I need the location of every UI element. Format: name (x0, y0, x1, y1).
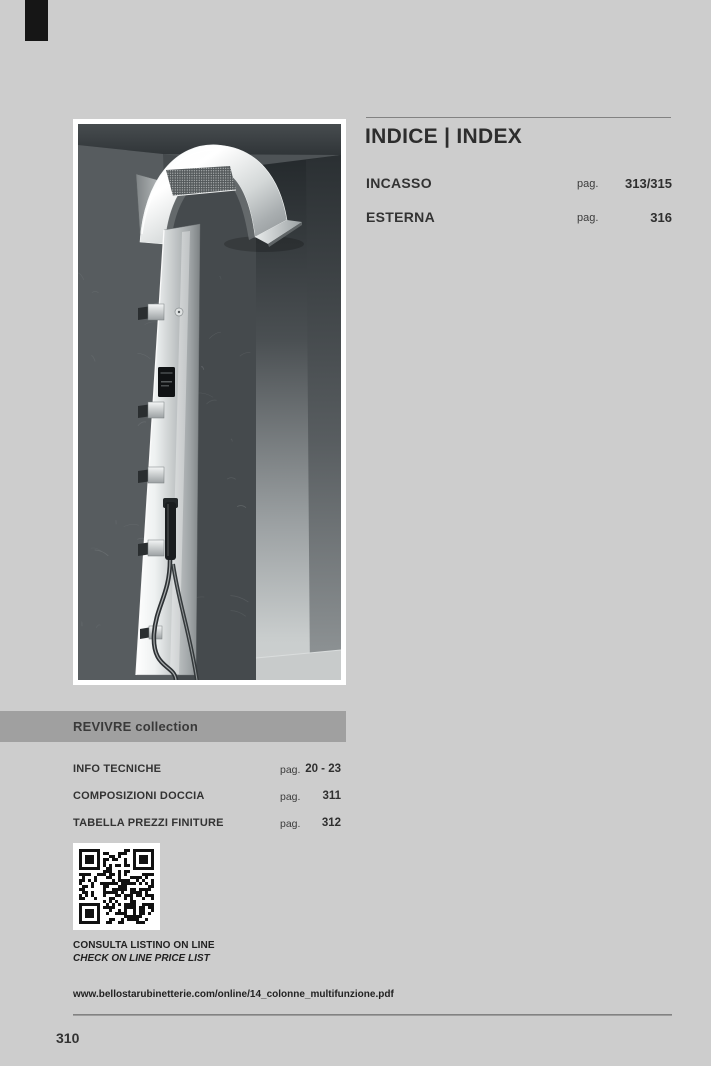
index-row-label: ESTERNA (366, 209, 435, 225)
page-reference: 312 (321, 817, 341, 829)
page-reference: 313/315 (625, 176, 672, 191)
qr-code-icon (73, 843, 160, 930)
price-list-caption-en: CHECK ON LINE PRICE LIST (73, 953, 210, 964)
index-row-esterna[interactable] (366, 209, 672, 227)
pag-label: pag. (280, 764, 301, 776)
page-reference: 20 - 23 (305, 763, 341, 775)
collection-row-info-tecniche[interactable] (73, 763, 341, 777)
page-number: 310 (56, 1030, 80, 1046)
shower-column-illustration (78, 124, 341, 680)
pag-label: pag. (577, 178, 599, 190)
collection-row-label: TABELLA PREZZI FINITURE (73, 817, 224, 829)
collection-row-label: INFO TECNICHE (73, 763, 162, 775)
collection-row-label: COMPOSIZIONI DOCCIA (73, 790, 205, 802)
right-wall (306, 155, 341, 680)
page-reference: 316 (650, 210, 672, 225)
collection-row-tabella-prezzi[interactable] (73, 817, 341, 831)
index-top-rule (366, 117, 671, 118)
pag-label: pag. (577, 212, 599, 224)
qr-code-modules (79, 849, 154, 924)
price-list-caption-it: CONSULTA LISTINO ON LINE (73, 940, 215, 951)
price-list-url-link[interactable]: www.bellostarubinetterie.com/online/14_colonne_multifunzione.pdf (73, 989, 394, 1000)
pag-label: pag. (280, 818, 301, 830)
display-panel (158, 367, 175, 397)
index-row-incasso[interactable] (366, 175, 672, 193)
page-marker-tab (25, 0, 48, 41)
pag-label: pag. (280, 791, 301, 803)
page-reference: 311 (322, 790, 341, 802)
product-photo (73, 119, 346, 685)
index-title: INDICE | INDEX (365, 125, 523, 148)
rain-head (166, 166, 236, 196)
index-row-label: INCASSO (366, 175, 432, 191)
collection-banner (0, 711, 346, 742)
collection-row-composizioni-doccia[interactable] (73, 790, 341, 804)
footer-rule (73, 1014, 672, 1016)
collection-banner-label: REVIVRE collection (73, 719, 198, 734)
